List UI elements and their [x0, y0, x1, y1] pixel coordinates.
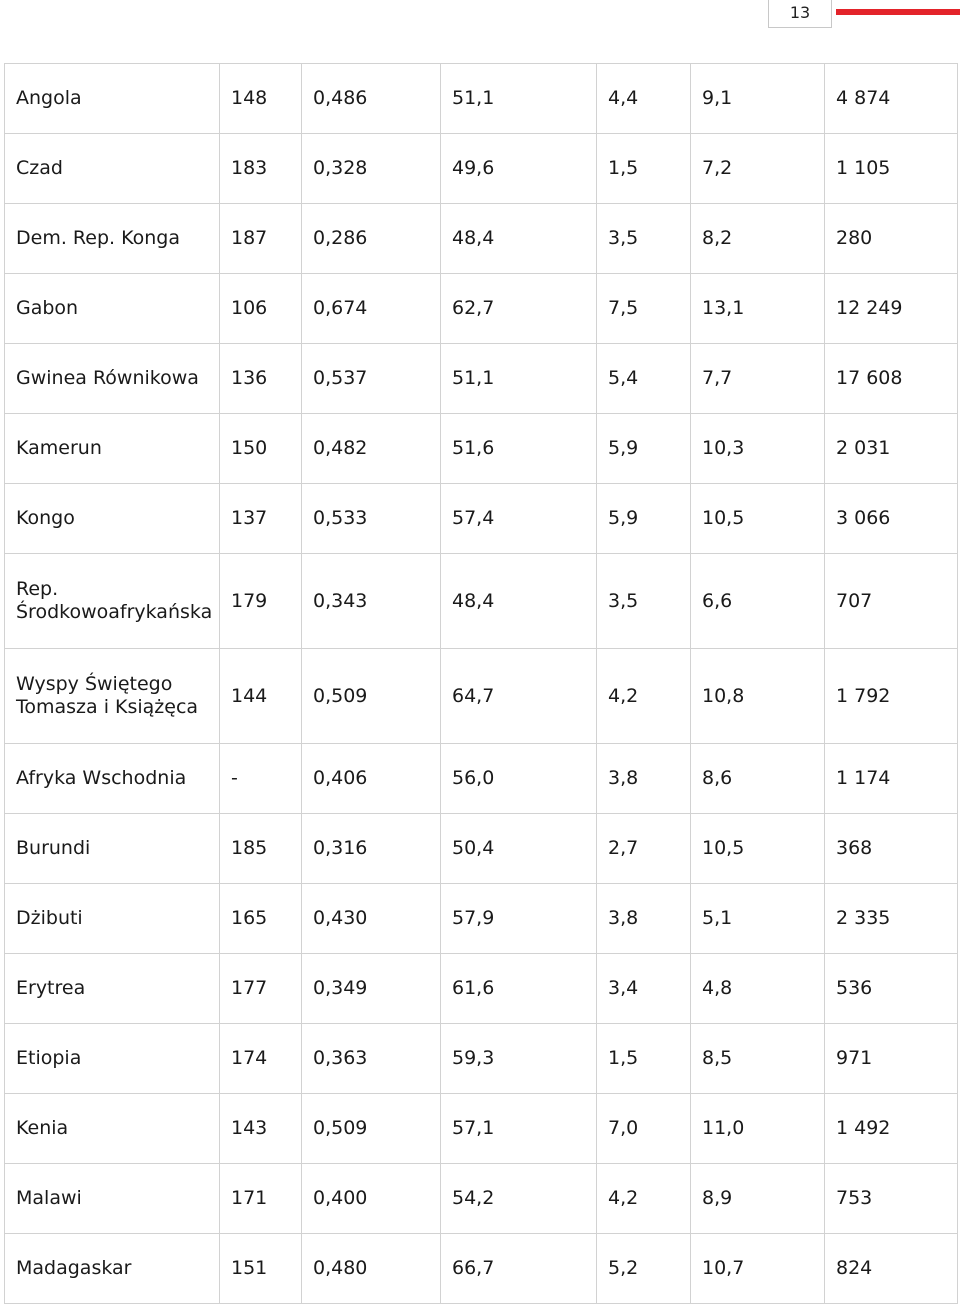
table-row: [5, 649, 958, 744]
value-cell: 5,4: [597, 344, 691, 414]
rank-cell: 183: [220, 134, 302, 204]
rank-cell: 148: [220, 64, 302, 134]
value-cell: 56,0: [441, 744, 597, 814]
rank-cell: 150: [220, 414, 302, 484]
index-cell: 0,349: [302, 954, 441, 1024]
rank-cell: 174: [220, 1024, 302, 1094]
country-cell: Burundi: [5, 814, 220, 884]
value-cell: 280: [825, 204, 958, 274]
value-cell: 4,2: [597, 649, 691, 744]
value-cell: 2 335: [825, 884, 958, 954]
value-cell: 3,5: [597, 204, 691, 274]
table-row: [5, 1164, 958, 1234]
rank-cell: 165: [220, 884, 302, 954]
rank-cell: 151: [220, 1234, 302, 1304]
country-cell: Wyspy Świętego Tomasza i Książęca: [5, 649, 220, 744]
value-cell: 64,7: [441, 649, 597, 744]
value-cell: 9,1: [691, 64, 825, 134]
index-cell: 0,674: [302, 274, 441, 344]
value-cell: 61,6: [441, 954, 597, 1024]
table-row: [5, 814, 958, 884]
country-cell: Gabon: [5, 274, 220, 344]
index-cell: 0,430: [302, 884, 441, 954]
index-cell: 0,400: [302, 1164, 441, 1234]
table-row: [5, 344, 958, 414]
table-row: [5, 884, 958, 954]
index-cell: 0,482: [302, 414, 441, 484]
index-cell: 0,343: [302, 554, 441, 649]
value-cell: 971: [825, 1024, 958, 1094]
rank-cell: -: [220, 744, 302, 814]
table-row: [5, 1024, 958, 1094]
value-cell: 4,4: [597, 64, 691, 134]
rank-cell: 185: [220, 814, 302, 884]
value-cell: 8,6: [691, 744, 825, 814]
table-row: [5, 204, 958, 274]
index-cell: 0,509: [302, 649, 441, 744]
index-cell: 0,363: [302, 1024, 441, 1094]
index-cell: 0,533: [302, 484, 441, 554]
value-cell: 4 874: [825, 64, 958, 134]
value-cell: 5,9: [597, 414, 691, 484]
value-cell: 824: [825, 1234, 958, 1304]
country-cell: Angola: [5, 64, 220, 134]
value-cell: 51,6: [441, 414, 597, 484]
value-cell: 7,7: [691, 344, 825, 414]
value-cell: 62,7: [441, 274, 597, 344]
table-row: [5, 554, 958, 649]
table-row: [5, 484, 958, 554]
value-cell: 3,8: [597, 884, 691, 954]
table-row: [5, 64, 958, 134]
country-cell: Kenia: [5, 1094, 220, 1164]
table-row: [5, 134, 958, 204]
table-row: [5, 274, 958, 344]
index-cell: 0,328: [302, 134, 441, 204]
value-cell: 54,2: [441, 1164, 597, 1234]
rank-cell: 136: [220, 344, 302, 414]
table-row: [5, 744, 958, 814]
rank-cell: 171: [220, 1164, 302, 1234]
value-cell: 1 174: [825, 744, 958, 814]
value-cell: 51,1: [441, 64, 597, 134]
country-cell: Dem. Rep. Konga: [5, 204, 220, 274]
country-cell: Etiopia: [5, 1024, 220, 1094]
page-header: [0, 0, 960, 36]
value-cell: 707: [825, 554, 958, 649]
value-cell: 5,9: [597, 484, 691, 554]
value-cell: 17 608: [825, 344, 958, 414]
rank-cell: 187: [220, 204, 302, 274]
value-cell: 6,6: [691, 554, 825, 649]
value-cell: 7,0: [597, 1094, 691, 1164]
value-cell: 8,5: [691, 1024, 825, 1094]
value-cell: 48,4: [441, 204, 597, 274]
country-cell: Malawi: [5, 1164, 220, 1234]
value-cell: 1 792: [825, 649, 958, 744]
value-cell: 59,3: [441, 1024, 597, 1094]
rank-cell: 177: [220, 954, 302, 1024]
value-cell: 4,8: [691, 954, 825, 1024]
country-cell: Afryka Wschodnia: [5, 744, 220, 814]
country-cell: Gwinea Równikowa: [5, 344, 220, 414]
page-number: 13: [768, 0, 832, 28]
value-cell: 2 031: [825, 414, 958, 484]
country-cell: Dżibuti: [5, 884, 220, 954]
index-cell: 0,316: [302, 814, 441, 884]
value-cell: 48,4: [441, 554, 597, 649]
country-cell: Kamerun: [5, 414, 220, 484]
value-cell: 2,7: [597, 814, 691, 884]
value-cell: 4,2: [597, 1164, 691, 1234]
index-cell: 0,486: [302, 64, 441, 134]
index-cell: 0,286: [302, 204, 441, 274]
rank-cell: 106: [220, 274, 302, 344]
rank-cell: 137: [220, 484, 302, 554]
table-row: [5, 1094, 958, 1164]
country-cell: Erytrea: [5, 954, 220, 1024]
value-cell: 8,2: [691, 204, 825, 274]
table-row: [5, 414, 958, 484]
value-cell: 57,1: [441, 1094, 597, 1164]
value-cell: 5,1: [691, 884, 825, 954]
value-cell: 11,0: [691, 1094, 825, 1164]
value-cell: 3,4: [597, 954, 691, 1024]
value-cell: 49,6: [441, 134, 597, 204]
value-cell: 57,9: [441, 884, 597, 954]
value-cell: 7,5: [597, 274, 691, 344]
accent-bar: [836, 9, 960, 15]
index-cell: 0,406: [302, 744, 441, 814]
value-cell: 12 249: [825, 274, 958, 344]
country-cell: Czad: [5, 134, 220, 204]
index-cell: 0,509: [302, 1094, 441, 1164]
value-cell: 5,2: [597, 1234, 691, 1304]
value-cell: 536: [825, 954, 958, 1024]
value-cell: 10,7: [691, 1234, 825, 1304]
table-row: [5, 1234, 958, 1304]
rank-cell: 143: [220, 1094, 302, 1164]
country-cell: Madagaskar: [5, 1234, 220, 1304]
value-cell: 10,8: [691, 649, 825, 744]
value-cell: 3 066: [825, 484, 958, 554]
value-cell: 50,4: [441, 814, 597, 884]
table-row: [5, 954, 958, 1024]
rank-cell: 179: [220, 554, 302, 649]
statistics-table: [4, 63, 958, 1304]
value-cell: 8,9: [691, 1164, 825, 1234]
value-cell: 66,7: [441, 1234, 597, 1304]
value-cell: 753: [825, 1164, 958, 1234]
value-cell: 10,3: [691, 414, 825, 484]
value-cell: 1,5: [597, 1024, 691, 1094]
value-cell: 51,1: [441, 344, 597, 414]
value-cell: 3,8: [597, 744, 691, 814]
value-cell: 1 105: [825, 134, 958, 204]
value-cell: 1 492: [825, 1094, 958, 1164]
rank-cell: 144: [220, 649, 302, 744]
value-cell: 13,1: [691, 274, 825, 344]
country-cell: Rep. Środkowoafrykańska: [5, 554, 220, 649]
value-cell: 1,5: [597, 134, 691, 204]
value-cell: 3,5: [597, 554, 691, 649]
value-cell: 57,4: [441, 484, 597, 554]
value-cell: 10,5: [691, 484, 825, 554]
country-cell: Kongo: [5, 484, 220, 554]
index-cell: 0,480: [302, 1234, 441, 1304]
value-cell: 368: [825, 814, 958, 884]
value-cell: 7,2: [691, 134, 825, 204]
value-cell: 10,5: [691, 814, 825, 884]
index-cell: 0,537: [302, 344, 441, 414]
